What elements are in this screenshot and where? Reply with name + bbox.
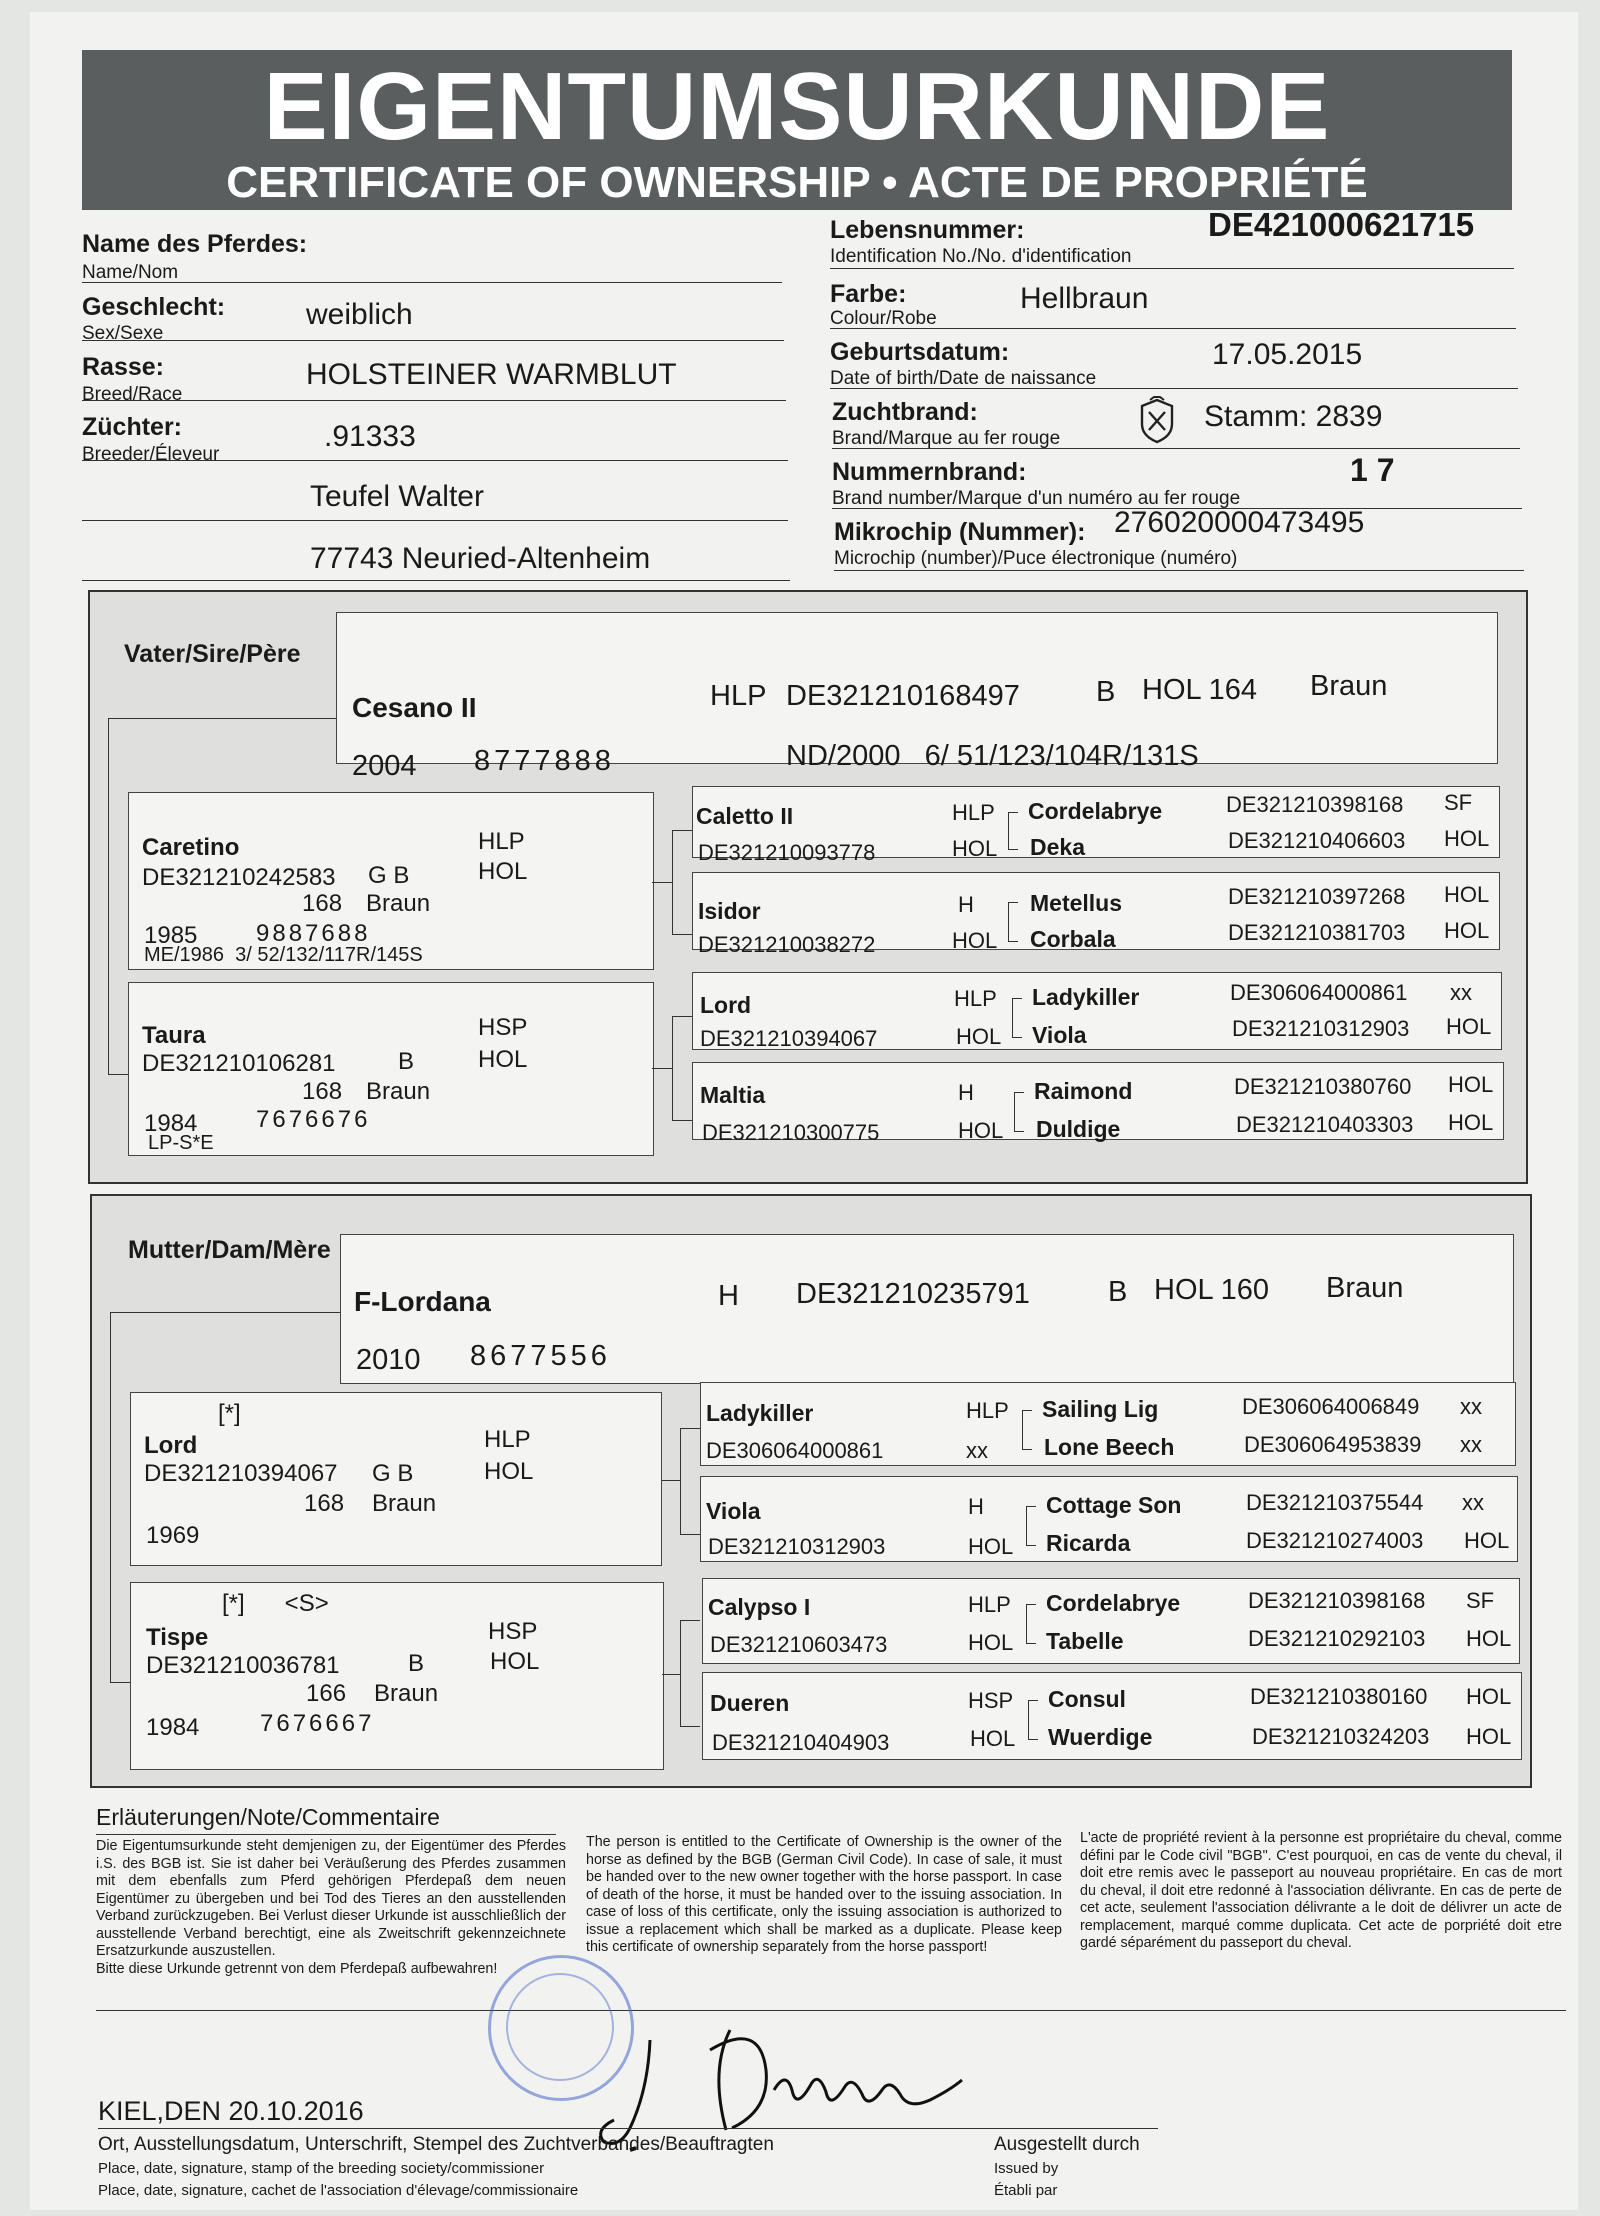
dam-gp1-parent2-ueln: DE306064953839 (1244, 1432, 1422, 1457)
title-banner (82, 50, 1512, 210)
sire-gp-connector-a-bottom (672, 934, 692, 935)
dam-gp2-breed: HOL (968, 1534, 1014, 1559)
sire-gp1-breed: HOL (952, 836, 998, 861)
sire-gp3-parent2-name: Viola (1032, 1022, 1087, 1048)
notes-heading-text: Erläuterungen/Note/Commentaire (96, 1804, 440, 1830)
breed-value: HOLSTEINER WARMBLUT (306, 358, 677, 391)
dam-ueln: DE321210235791 (796, 1278, 1030, 1310)
sire-number: 8777888 (474, 745, 615, 777)
dam-sire-year: 1969 (146, 1522, 200, 1549)
dam-sire-name: Lord (144, 1432, 198, 1459)
sire-dam-hol: HOL (478, 1046, 528, 1073)
sire-colour: Braun (1310, 670, 1388, 702)
place-date: KIEL,DEN 20.10.2016 (98, 2096, 364, 2126)
notes-french: L'acte de propriété revient à la personne est propriétaire du cheval, comme défini par le Code civil "BGB". C'est pourquoi, en cas de vente du cheval, il doit etre remis avec le passeport au nouveau propriétaire. En cas de mort du cheval, il doit etre redonné à l'association délivrante. En cas de perte de cet acte, seulement l'association délivrante a le doit de délivrer un acte de remplacement, marqué comme duplicata. Cet acte de porpriété doit etre gardé séparément du passeport du cheval. (1080, 1830, 1562, 1951)
sire-gp4-parent2-name: Duldige (1036, 1116, 1121, 1142)
sire-gp3-parent1-breed: xx (1450, 980, 1472, 1005)
dam-gp2-parent1-ueln: DE321210375544 (1246, 1490, 1424, 1515)
notes-heading (96, 1804, 440, 1831)
dam-dam-name: Tispe (146, 1624, 209, 1651)
dam-sire-hol: HOL (484, 1458, 534, 1485)
sire-gp1-ueln: DE321210093778 (698, 840, 876, 865)
sire-gp-connector-a-vertical (672, 830, 673, 934)
sire-gp2-parent1-name: Metellus (1030, 890, 1123, 916)
dam-gp3-bracket (1026, 1604, 1036, 1644)
sire-gp2-parent2-name: Corbala (1030, 926, 1116, 952)
dam-brand: B (1108, 1276, 1128, 1308)
sire-gp4-parent2-breed: HOL (1448, 1110, 1494, 1135)
dam-gp4-parent2-breed: HOL (1466, 1724, 1512, 1749)
breeder-address-underline (82, 580, 790, 581)
sire-dam-ueln: DE321210106281 (142, 1050, 336, 1077)
sire-gp-connector-b (652, 1068, 672, 1069)
sire-gp4-parent1-name: Raimond (1034, 1078, 1133, 1104)
name-label: Name des Pferdes: (82, 230, 308, 258)
notes-english: The person is entitled to the Certificate of Ownership is the owner of the horse as defined by the BGB (German Civil Code). In case of sale, it must be handed over to the new owner together with the horse passport. In case of death of the horse, it must be handed over to the issuing association. In case of loss of this certificate, only the issuing association is authorized to issue a replacement which shall be marked as a duplicate. Please keep this certificate of ownership separately from the horse passport! (586, 1834, 1062, 1955)
dam-gp1-parent2-name: Lone Beech (1044, 1434, 1175, 1460)
sire-gp3-parent2-breed: HOL (1446, 1014, 1492, 1039)
colour-value: Hellbraun (1020, 282, 1149, 315)
dam-dam-year: 1984 (146, 1714, 200, 1741)
signature-label-english: Place, date, signature, stamp of the breeding society/commissioner (98, 2160, 545, 2177)
sire-connector-vertical (108, 718, 109, 1074)
dob-label: Geburtsdatum: (830, 338, 1010, 366)
sire-gp2-parent2-ueln: DE321210381703 (1228, 920, 1406, 945)
dam-gp4-parent1-ueln: DE321210380160 (1250, 1684, 1428, 1709)
sire-sire-ueln: DE321210242583 (142, 864, 336, 891)
sire-gp2-bracket (1008, 902, 1018, 942)
sire-gp4-bracket (1014, 1092, 1024, 1132)
number-brand-value: 1 7 (1350, 452, 1395, 488)
sire-gp3-ueln: DE321210394067 (700, 1026, 878, 1051)
sire-ueln: DE321210168497 (786, 680, 1020, 712)
sire-sire-colour: Braun (366, 890, 431, 917)
colour-underline (830, 328, 1516, 329)
dam-year: 2010 (356, 1344, 421, 1376)
sire-gp2-ueln: DE321210038272 (698, 932, 876, 957)
sire-dam-year: 1984 (144, 1110, 198, 1137)
dam-gp1-parent1-ueln: DE306064006849 (1242, 1394, 1420, 1419)
dam-dam-ueln: DE321210036781 (146, 1652, 340, 1679)
sire-sire-year: 1985 (144, 922, 198, 949)
dam-dam-colour: Braun (374, 1680, 439, 1707)
sire-gp-connector-a (652, 882, 672, 883)
id-sub-label: Identification No./No. d'identification (830, 246, 1132, 267)
signature-line (98, 2128, 1158, 2129)
dam-sire-mark: [*] (218, 1400, 241, 1427)
dam-sire-ueln: DE321210394067 (144, 1460, 338, 1487)
breed-label: Rasse: (82, 353, 164, 381)
sire-gp1-parent2-ueln: DE321210406603 (1228, 828, 1406, 853)
sex-underline (82, 340, 784, 341)
sire-dam-size: 168 (302, 1078, 343, 1105)
dam-connector-vertical (110, 1312, 111, 1682)
dam-gp3-parent2-breed: HOL (1466, 1626, 1512, 1651)
document-subtitle: CERTIFICATE OF OWNERSHIP • ACTE DE PROPRIÉTÉ (226, 158, 1368, 207)
sire-gp3-parent1-name: Ladykiller (1032, 984, 1140, 1010)
sire-gp3-breed: HOL (956, 1024, 1002, 1049)
dam-gp4-parent2-ueln: DE321210324203 (1252, 1724, 1430, 1749)
sire-gp4-parent1-ueln: DE321210380760 (1234, 1074, 1412, 1099)
brand-sub-label: Brand/Marque au fer rouge (832, 428, 1061, 449)
dam-gp3-ueln: DE321210603473 (710, 1632, 888, 1657)
sire-gp1-performance: HLP (952, 800, 995, 825)
notes-german (96, 1838, 566, 1978)
dob-underline (830, 388, 1518, 389)
dam-sire-colour: Braun (372, 1490, 437, 1517)
sire-hol: HOL 164 (1142, 674, 1257, 706)
dam-gp2-parent2-breed: HOL (1464, 1528, 1510, 1553)
breeder-label: Züchter: (82, 413, 182, 441)
issued-by-french: Établi par (994, 2182, 1058, 2199)
dam-gp-connector-b-top (680, 1620, 700, 1621)
breeder-name: Teufel Walter (310, 480, 484, 513)
dam-gp1-parent1-breed: xx (1460, 1394, 1482, 1419)
dam-gp-connector-b-bottom (680, 1726, 700, 1727)
sire-dam-performance: HSP (478, 1014, 528, 1041)
dam-gp3-performance: HLP (968, 1592, 1011, 1617)
dam-dam-number: 7676667 (260, 1710, 375, 1737)
sire-gp2-performance: H (958, 892, 974, 917)
sire-gp4-performance: H (958, 1080, 974, 1105)
dam-gp2-bracket (1026, 1506, 1036, 1546)
dam-gp4-parent1-name: Consul (1048, 1686, 1126, 1712)
sire-gp4-name: Maltia (700, 1082, 766, 1108)
breeder-underline (82, 460, 788, 461)
colour-label: Farbe: (830, 280, 907, 308)
dam-gp3-parent2-name: Tabelle (1046, 1628, 1124, 1654)
notes-german-last: Bitte diese Urkunde getrennt von dem Pferdepaß aufbewahren! (96, 1960, 498, 1977)
sire-gp3-name: Lord (700, 992, 752, 1018)
dam-gp3-breed: HOL (968, 1630, 1014, 1655)
dam-gp-connector-a-bottom (680, 1534, 700, 1535)
dam-gp3-parent1-breed: SF (1466, 1588, 1495, 1613)
sire-gp1-parent2-name: Deka (1030, 834, 1085, 860)
name-underline (82, 282, 782, 283)
sex-sub-label: Sex/Sexe (82, 323, 164, 344)
brand-label: Zuchtbrand: (832, 398, 978, 426)
dam-dam-performance: HSP (488, 1618, 538, 1645)
dam-gp2-parent1-name: Cottage Son (1046, 1492, 1182, 1518)
notes-german-text: Die Eigentumsurkunde steht demjenigen zu, der Eigentümer des Pferdes i.S. des BGB ist. Sie ist daher bei Veräußerung des Pferdes zusammen mit dem ebenfalls zum Pferd gehörigen Pferdepaß dem neuen Eigentümer zu übergeben und bei Tod des Tieres an den ausstellenden Verband zurückzugeben. Bei Verlust dieser Urkunde ist ausschließlich der ausstellende Verband berechtigt, eine als Zweitschrift gekennzeichnete Ersatzurkunde auszustellen. (96, 1838, 566, 1959)
sire-gp-connector-b-bottom (672, 1120, 692, 1121)
dam-gp4-parent1-breed: HOL (1466, 1684, 1512, 1709)
breed-underline (82, 400, 786, 401)
sire-gp1-parent2-breed: HOL (1444, 826, 1490, 851)
sire-performance-record: ND/2000 6/ 51/123/104R/131S (786, 740, 1199, 772)
issued-by-label: Ausgestellt durch (994, 2134, 1140, 2155)
dam-gp2-parent1-breed: xx (1462, 1490, 1484, 1515)
signature-label-french: Place, date, signature, cachet de l'association d'élevage/commissionaire (98, 2182, 579, 2199)
dam-gp-connector-b-vertical (680, 1620, 681, 1726)
breeder-name-underline (82, 520, 788, 521)
sire-gp2-breed: HOL (952, 928, 998, 953)
sex-label: Geschlecht: (82, 293, 226, 321)
dam-gp1-parent1-name: Sailing Lig (1042, 1396, 1159, 1422)
sire-gp4-parent1-breed: HOL (1448, 1072, 1494, 1097)
dam-colour: Braun (1326, 1272, 1404, 1304)
dam-gp2-parent2-name: Ricarda (1046, 1530, 1131, 1556)
sire-brand: B (1096, 676, 1116, 708)
dam-gp1-name: Ladykiller (706, 1400, 814, 1426)
id-label: Lebensnummer: (830, 216, 1025, 244)
sire-gp3-parent1-ueln: DE306064000861 (1230, 980, 1408, 1005)
dam-gp3-parent2-ueln: DE321210292103 (1248, 1626, 1426, 1651)
breed-sub-label: Breed/Race (82, 384, 183, 405)
dam-gp1-bracket (1022, 1410, 1032, 1450)
dam-gp3-parent1-ueln: DE321210398168 (1248, 1588, 1426, 1613)
sire-performance: HLP (710, 680, 767, 712)
sire-gp-connector-b-vertical (672, 1016, 673, 1120)
dam-gp4-bracket (1028, 1700, 1038, 1740)
microchip-number: 276020000473495 (1114, 506, 1365, 539)
microchip-label: Mikrochip (Nummer): (834, 518, 1086, 546)
sire-gp1-parent1-ueln: DE321210398168 (1226, 792, 1404, 817)
sire-connector-top (108, 718, 336, 719)
breeder-sub-label: Breeder/Éleveur (82, 444, 220, 465)
id-underline (830, 268, 1514, 269)
dam-sire-performance: HLP (484, 1426, 531, 1453)
breeder-address: 77743 Neuried-Altenheim (310, 542, 651, 575)
dam-performance: H (718, 1280, 739, 1312)
holsteiner-brand-icon (1136, 396, 1178, 444)
sire-sire-number: 9887688 (256, 920, 371, 947)
dam-gp-connector-b (662, 1674, 680, 1675)
dam-gp3-name: Calypso I (708, 1594, 811, 1620)
number-brand-sub-label: Brand number/Marque d'un numéro au fer rouge (832, 488, 1241, 509)
sire-sire-size: 168 (302, 890, 343, 917)
brand-value: Stamm: 2839 (1204, 400, 1383, 433)
dam-dam-hol: HOL (490, 1648, 540, 1675)
sire-gp1-parent1-name: Cordelabrye (1028, 798, 1163, 824)
sire-gp1-bracket (1008, 812, 1018, 850)
sex-value: weiblich (306, 298, 413, 331)
dam-connector-top (110, 1312, 340, 1313)
sire-dam-brand: B (398, 1048, 415, 1075)
dam-number: 8677556 (470, 1340, 611, 1372)
sire-gp3-bracket (1012, 998, 1022, 1038)
brand-underline (832, 448, 1520, 449)
dam-gp4-performance: HSP (968, 1688, 1014, 1713)
dam-dam-brand: B (408, 1650, 425, 1677)
dam-gp4-breed: HOL (970, 1726, 1016, 1751)
name-sub-label: Name/Nom (82, 262, 179, 283)
sire-year: 2004 (352, 750, 417, 782)
sire-section-label: Vater/Sire/Père (124, 640, 301, 668)
sire-gp2-parent1-breed: HOL (1444, 882, 1490, 907)
dam-gp1-breed: xx (966, 1438, 988, 1463)
dam-gp4-parent2-name: Wuerdige (1048, 1724, 1153, 1750)
dam-section-label: Mutter/Dam/Mère (128, 1236, 331, 1264)
sire-name: Cesano II (352, 692, 477, 723)
sire-dam-name: Taura (142, 1022, 206, 1049)
dam-gp-connector-a-vertical (680, 1428, 681, 1534)
sire-gp4-breed: HOL (958, 1118, 1004, 1143)
dam-name: F-Lordana (354, 1286, 491, 1317)
sire-gp1-parent1-breed: SF (1444, 790, 1473, 815)
sire-gp2-parent2-breed: HOL (1444, 918, 1490, 943)
dam-gp4-name: Dueren (710, 1690, 790, 1716)
dam-connector-bottom (110, 1682, 130, 1683)
dam-sire-size: 168 (304, 1490, 345, 1517)
dam-dam-mark: [*] <S> (222, 1590, 329, 1617)
sire-dam-number: 7676676 (256, 1106, 371, 1133)
sire-gp3-parent2-ueln: DE321210312903 (1232, 1016, 1410, 1041)
sire-dam-colour: Braun (366, 1078, 431, 1105)
sire-gp4-parent2-ueln: DE321210403303 (1236, 1112, 1414, 1137)
dam-gp2-parent2-ueln: DE321210274003 (1246, 1528, 1424, 1553)
dam-gp2-name: Viola (706, 1498, 761, 1524)
dam-dam-size: 166 (306, 1680, 347, 1707)
dam-gp3-parent1-name: Cordelabrye (1046, 1590, 1181, 1616)
sire-gp2-name: Isidor (698, 898, 761, 924)
sire-sire-name: Caretino (142, 834, 240, 861)
dam-gp1-parent2-breed: xx (1460, 1432, 1482, 1457)
notes-heading-underline (96, 1834, 556, 1835)
dam-hol: HOL 160 (1154, 1274, 1269, 1306)
number-brand-label: Nummernbrand: (832, 458, 1027, 486)
sire-dam-record: LP-S*E (148, 1132, 214, 1154)
sire-sire-brand: G B (368, 862, 410, 889)
sire-gp4-ueln: DE321210300775 (702, 1120, 880, 1145)
microchip-sub-label: Microchip (number)/Puce électronique (numéro) (834, 548, 1238, 569)
dam-sire-brand: G B (372, 1460, 414, 1487)
sire-gp-connector-a-top (672, 830, 692, 831)
dam-gp1-ueln: DE306064000861 (706, 1438, 884, 1463)
identification-number: DE421000621715 (1208, 206, 1475, 243)
dam-gp4-ueln: DE321210404903 (712, 1730, 890, 1755)
dam-gp1-performance: HLP (966, 1398, 1009, 1423)
dam-gp2-performance: H (968, 1494, 984, 1519)
breeder-number: .91333 (324, 420, 416, 453)
signature-label: Ort, Ausstellungsdatum, Unterschrift, Stempel des Zuchtverbandes/Beauftragten (98, 2134, 774, 2155)
dam-gp2-ueln: DE321210312903 (708, 1534, 886, 1559)
sire-gp3-performance: HLP (954, 986, 997, 1011)
document-title: EIGENTUMSURKUNDE (263, 53, 1331, 160)
microchip-underline (834, 570, 1524, 571)
sire-sire-record: ME/1986 3/ 52/132/117R/145S (144, 944, 423, 966)
date-of-birth: 17.05.2015 (1212, 338, 1363, 371)
sire-connector-bottom (108, 1074, 128, 1075)
issued-by-english: Issued by (994, 2160, 1059, 2177)
sire-sire-performance: HLP (478, 828, 525, 855)
colour-sub-label: Colour/Robe (830, 308, 937, 329)
dob-sub-label: Date of birth/Date de naissance (830, 368, 1097, 389)
sire-gp-connector-b-top (672, 1016, 692, 1017)
sire-sire-hol: HOL (478, 858, 528, 885)
dam-gp-connector-a-top (680, 1428, 700, 1429)
sire-gp1-name: Caletto II (696, 803, 794, 829)
dam-gp-connector-a (662, 1480, 680, 1481)
sire-gp2-parent1-ueln: DE321210397268 (1228, 884, 1406, 909)
